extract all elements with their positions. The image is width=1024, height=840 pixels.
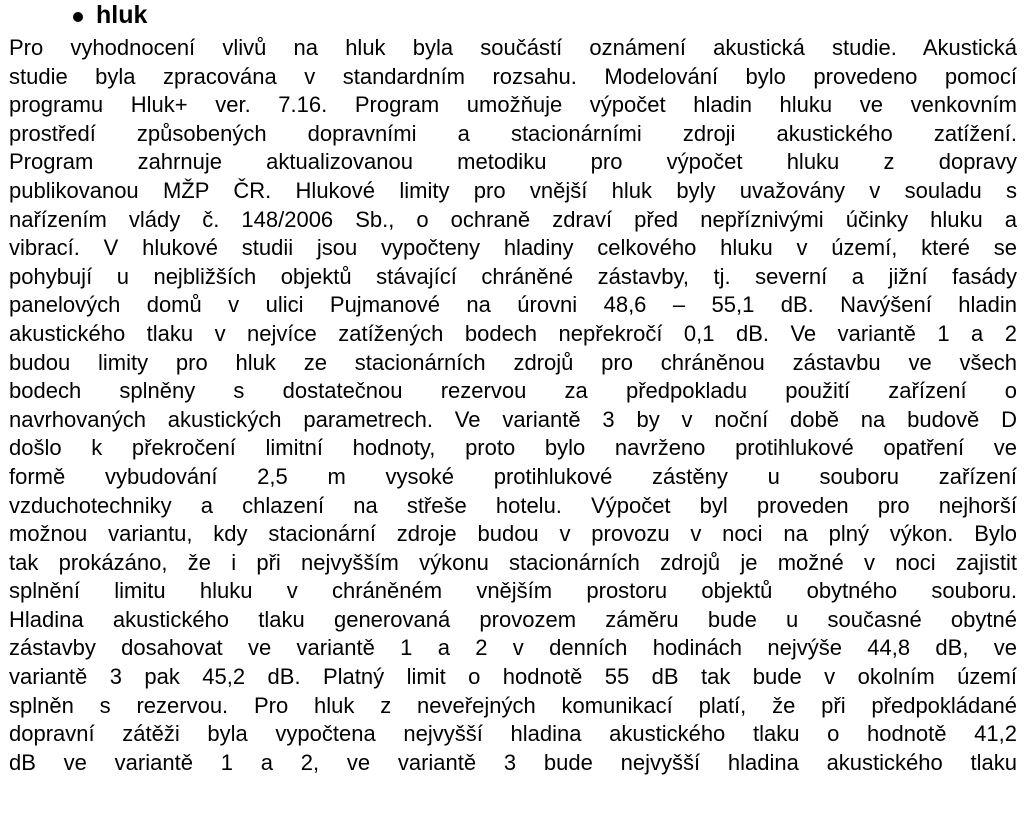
paragraph-line: splněn s rezervou. Pro hluk z neveřejných komunikací platí, že při předpokládané bbox=[9, 692, 1017, 718]
paragraph-line: tak prokázáno, že i při nejvyšším výkonu stacionárních zdrojů je možné v noci zajistit bbox=[9, 549, 1017, 575]
document-page bbox=[9, 0, 1017, 777]
body-paragraph bbox=[9, 34, 1017, 777]
bullet-icon bbox=[73, 12, 83, 22]
section-heading-text: hluk bbox=[96, 1, 148, 29]
paragraph-line: zástavby dosahovat ve variantě 1 a 2 v denních hodinách nejvýše 44,8 dB, ve bbox=[9, 635, 1017, 661]
paragraph-line: variantě 3 pak 45,2 dB. Platný limit o hodnotě 55 dB tak bude v okolním území bbox=[9, 664, 1017, 690]
paragraph-line: pohybují u nejbližších objektů stávající chráněné zástavby, tj. severní a jižní fasády bbox=[9, 263, 1017, 289]
paragraph-line: dB ve variantě 1 a 2, ve variantě 3 bude nejvyšší hladina akustického tlaku bbox=[9, 749, 1017, 775]
paragraph-line: publikovanou MŽP ČR. Hlukové limity pro vnější hluk byly uvažovány v souladu s bbox=[9, 177, 1017, 203]
paragraph-line: formě vybudování 2,5 m vysoké protihlukové zástěny u souboru zařízení bbox=[9, 463, 1017, 489]
paragraph-line: vzduchotechniky a chlazení na střeše hotelu. Výpočet byl proveden pro nejhorší bbox=[9, 492, 1017, 518]
paragraph-line: dopravní zátěži byla vypočtena nejvyšší hladina akustického tlaku o hodnotě 41,2 bbox=[9, 721, 1017, 747]
paragraph-line: vibrací. V hlukové studii jsou vypočteny hladiny celkového hluku v území, které se bbox=[9, 235, 1017, 261]
paragraph-line: akustického tlaku v nejvíce zatížených bodech nepřekročí 0,1 dB. Ve variantě 1 a 2 bbox=[9, 320, 1017, 346]
paragraph-line: došlo k překročení limitní hodnoty, proto bylo navrženo protihlukové opatření ve bbox=[9, 435, 1017, 461]
paragraph-line: prostředí způsobených dopravními a stacionárními zdroji akustického zatížení. bbox=[9, 120, 1017, 146]
section-heading bbox=[9, 0, 1017, 34]
paragraph-line: Pro vyhodnocení vlivů na hluk byla součástí oznámení akustická studie. Akustická bbox=[9, 35, 1017, 60]
paragraph-line: možnou variantu, kdy stacionární zdroje budou v provozu v noci na plný výkon. Bylo bbox=[9, 521, 1017, 547]
paragraph-line: nařízením vlády č. 148/2006 Sb., o ochraně zdraví před nepříznivými účinky hluku a bbox=[9, 206, 1017, 232]
paragraph-line: Hladina akustického tlaku generovaná provozem záměru bude u současné obytné bbox=[9, 606, 1017, 632]
paragraph-line: budou limity pro hluk ze stacionárních zdrojů pro chráněnou zástavbu ve všech bbox=[9, 349, 1017, 375]
paragraph-line: studie byla zpracována v standardním rozsahu. Modelování bylo provedeno pomocí bbox=[9, 63, 1017, 89]
paragraph-line: bodech splněny s dostatečnou rezervou za předpokladu použití zařízení o bbox=[9, 378, 1017, 404]
paragraph-line: panelových domů v ulici Pujmanové na úrovni 48,6 – 55,1 dB. Navýšení hladin bbox=[9, 292, 1017, 318]
paragraph-line: navrhovaných akustických parametrech. Ve variantě 3 by v noční době na budově D bbox=[9, 406, 1017, 432]
paragraph-line: programu Hluk+ ver. 7.16. Program umožňuje výpočet hladin hluku ve venkovním bbox=[9, 92, 1017, 118]
paragraph-line: splnění limitu hluku v chráněném vnějším prostoru objektů obytného souboru. bbox=[9, 578, 1017, 604]
paragraph-line: Program zahrnuje aktualizovanou metodiku pro výpočet hluku z dopravy bbox=[9, 149, 1017, 175]
